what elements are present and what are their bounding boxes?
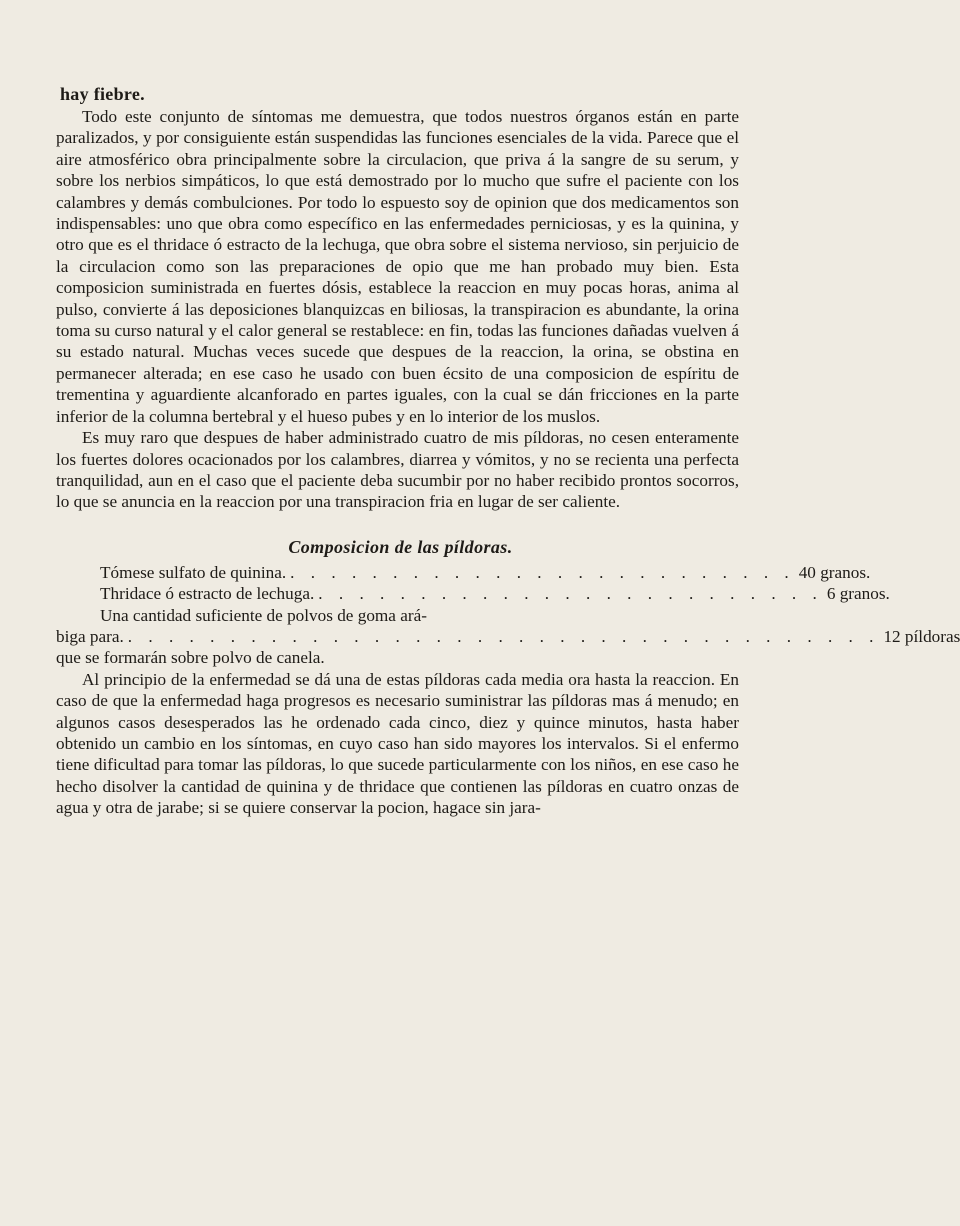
recipe-note-line: Una cantidad suficiente de polvos de goma ará- [100,605,427,625]
paragraph-pills-effect: Es muy raro que despues de haber administrado cuatro de mis píldoras, no cesen enteramente los fuertes dolores ocacionados por los calambres, diarrea y vómitos, y no se recienta una perfecta tranquilidad, aun en el caso que el paciente deba sucumbir por no haber recibido prontos socorros, lo que se anuncia en la reaccion por una transpiracion fria en lugar de ser caliente. [56,428,739,512]
recipe-item-thridace [56,583,890,604]
leader-dots: . . . . . . . . . . . . . . . . . . . . . . . . . . . . . . . . . . . . . [127,626,880,646]
paragraph-dosage: Al principio de la enfermedad se dá una de estas píldoras cada media ora hasta la reaccion. En caso de que la enfermedad haga progresos es necesario suministrar las píldoras mas á menudo; en algunos casos desesperados las he ordenado cada cinco, diez y quince minutos, hasta haber obtenido un cambio en los síntomas, en cuyo caso han sido mayores los intervalos. Si el enfermo tiene dificultad para tomar las píldoras, lo que sucede particularmente con los niños, en ese caso he hecho disolver la cantidad de quinina y de thridace que contienen las píldoras en cuatro onzas de agua y otra de jarabe; si se quiere conservar la pocion, hagace sin jara- [56,669,739,818]
recipe-item-text: Tómese sulfato de quinina. [100,562,287,582]
leader-dots: . . . . . . . . . . . . . . . . . . . . . . . . . [290,562,795,582]
paragraph-symptoms: Todo este conjunto de síntomas me demuestra, que todos nuestros órganos están en parte paralizados, y por consiguiente están suspendidas las funciones esenciales de la vida. Parece que el aire atmosférico obra principalmente sobre la circulacion, que priva á la sangre de su serum, y sobre los nerbios simpáticos, lo que está demostrado por lo mucho que sufre el paciente con los calambres y demás combulciones. Por todo lo espuesto soy de opinion que dos medicamentos son indispensables: uno que obra como específico en las enfermedades perniciosas, y es la quinina, y otro que es el thridace ó estracto de la lechuga, que obra sobre el sistema nervioso, sin perjuicio de la circulacion como son las preparaciones de opio que me han probado muy bien. Esta composicion suministrada en fuertes dósis, establece la reaccion en muy pocas horas, anima al pulso, convierte á las deposiciones blanquizcas en biliosas, la transpiracion es abundante, la orina toma su curso natural y el calor general se restablece: en fin, todas las funciones dañadas vuelven á su estado natural. Muchas veces sucede que despues de la reaccion, la orina, se obstina en permanecer alterada; en ese caso he usado con buen écsito de una composicion de espíritu de trementina y aguardiente alcanforado en partes iguales, con la cual se dán fricciones en la parte inferior de la columna bertebral y el hueso pubes y en lo interior de los muslos. [56,107,739,426]
recipe-item-quinine [56,562,871,583]
recipe-item-qty: 12 píldoras [883,626,960,646]
section-title: Composicion de las píldoras. [288,536,513,557]
recipe-item-gum [56,626,960,647]
recipe-item-text: biga para. [56,626,124,646]
recipe-item-qty: 40 granos. [798,562,871,582]
running-head: hay fiebre. [60,84,145,104]
recipe-note-line: que se formarán sobre polvo de canela. [56,648,325,668]
recipe-item-qty: 6 granos. [826,584,890,604]
leader-dots: . . . . . . . . . . . . . . . . . . . . . . . . . [318,584,823,604]
recipe-item-text: Thridace ó estracto de lechuga. [100,584,315,604]
